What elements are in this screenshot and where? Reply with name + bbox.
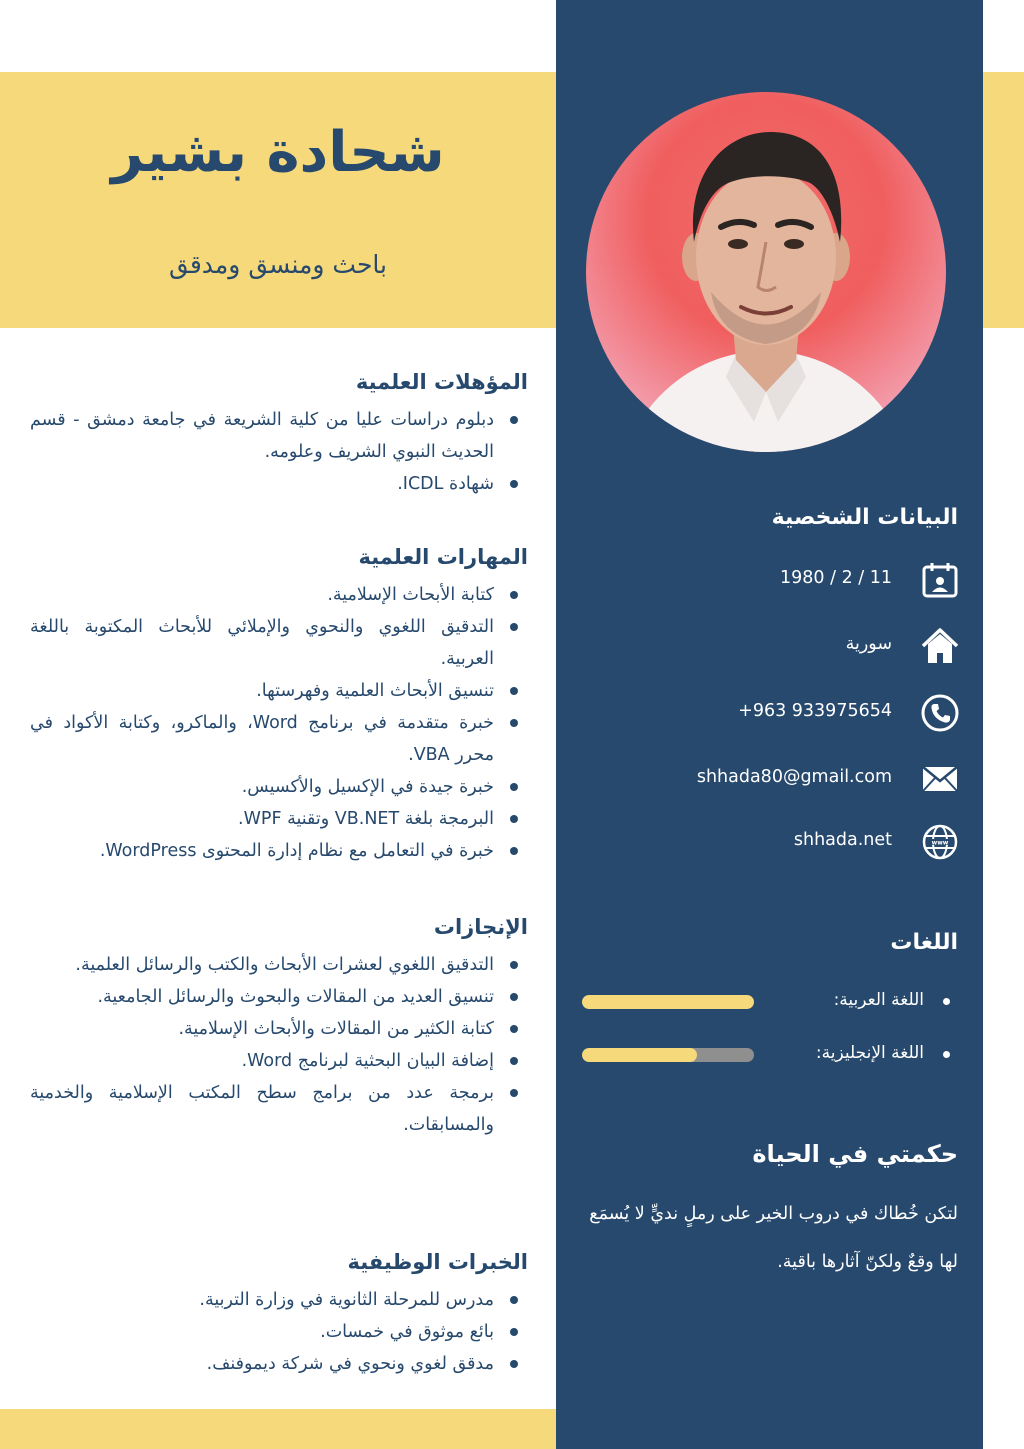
mail-icon xyxy=(920,759,960,799)
birthdate-row xyxy=(600,560,960,600)
footer-band xyxy=(0,1409,556,1449)
svg-text:www: www xyxy=(931,839,949,847)
list-item: خبرة في التعامل مع نظام إدارة المحتوى WordPress. xyxy=(30,835,528,867)
list-item: شهادة ICDL. xyxy=(30,468,528,500)
language-english xyxy=(580,1040,960,1070)
list-item: كتابة الأبحاث الإسلامية. xyxy=(30,579,528,611)
personal-data-title: البيانات الشخصية xyxy=(771,505,958,530)
wisdom-text: لتكن خُطاك في دروب الخير على رملٍ نديٍّ لا يُسمَع لها وقعٌ ولكنّ آثارها باقية. xyxy=(589,1204,958,1272)
email-row xyxy=(600,759,960,799)
section-title: المؤهلات العلمية xyxy=(355,370,528,394)
list-item: مدرس للمرحلة الثانوية في وزارة التربية. xyxy=(30,1284,528,1316)
list-item: إضافة البيان البحثية لبرنامج Word. xyxy=(30,1045,528,1077)
phone-number: +963 933975654 xyxy=(738,701,892,721)
list-item: كتابة الكثير من المقالات والأبحاث الإسلامية. xyxy=(30,1013,528,1045)
language-level-fill xyxy=(582,1048,697,1062)
list-item: تنسيق العديد من المقالات والبحوث والرسائل الجامعية. xyxy=(30,981,528,1013)
profile-photo xyxy=(586,92,946,452)
language-level-fill xyxy=(582,995,754,1009)
list-item: خبرة متقدمة في برنامج Word، والماكرو، وكتابة الأكواد في محرر VBA. xyxy=(30,707,528,771)
country-row xyxy=(600,626,960,666)
section-skills xyxy=(30,545,528,867)
experience-list xyxy=(30,1284,528,1380)
phone-row xyxy=(600,693,960,733)
skills-list xyxy=(30,579,528,867)
list-item: برمجة عدد من برامج سطح المكتب الإسلامية والخدمية والمسابقات. xyxy=(30,1077,528,1141)
list-item: التدقيق اللغوي لعشرات الأبحاث والكتب والرسائل العلمية. xyxy=(30,949,528,981)
section-title: المهارات العلمية xyxy=(358,545,528,569)
globe-icon xyxy=(920,822,960,862)
list-item: مدقق لغوي ونحوي في شركة ديموفنف. xyxy=(30,1348,528,1380)
email-address[interactable]: shhada80@gmail.com xyxy=(696,767,892,787)
qualifications-list xyxy=(30,404,528,500)
languages-title: اللغات xyxy=(890,930,958,955)
website-link[interactable]: shhada.net xyxy=(793,830,892,850)
section-qualifications xyxy=(30,370,528,500)
list-item: خبرة جيدة في الإكسيل والأكسيس. xyxy=(30,771,528,803)
bullet xyxy=(943,1051,950,1058)
section-title: الخبرات الوظيفية xyxy=(347,1250,528,1274)
section-experience xyxy=(30,1250,528,1380)
language-label: اللغة العربية: xyxy=(833,990,924,1010)
language-level-bar xyxy=(582,995,754,1009)
section-achievements xyxy=(30,915,528,1141)
achievements-list xyxy=(30,949,528,1141)
list-item: التدقيق اللغوي والنحوي والإملائي للأبحاث المكتوبة باللغة العربية. xyxy=(30,611,528,675)
language-level-bar xyxy=(582,1048,754,1062)
list-item: دبلوم دراسات عليا من كلية الشريعة في جامعة دمشق - قسم الحديث النبوي الشريف وعلومه. xyxy=(30,404,528,468)
bullet xyxy=(943,998,950,1005)
country: سورية xyxy=(845,634,892,654)
language-label: اللغة الإنجليزية: xyxy=(815,1043,924,1063)
list-item: بائع موثوق في خمسات. xyxy=(30,1316,528,1348)
home-icon xyxy=(920,626,960,666)
job-title: باحث ومنسق ومدقق xyxy=(168,250,388,279)
birthdate: 1980 / 2 / 11 xyxy=(780,568,892,588)
wisdom-title: حكمتي في الحياة xyxy=(752,1140,958,1168)
list-item: تنسيق الأبحاث العلمية وفهرستها. xyxy=(30,675,528,707)
person-portrait-icon xyxy=(586,92,946,452)
header-band-right xyxy=(982,72,1024,328)
header-band xyxy=(0,72,556,328)
section-title: الإنجازات xyxy=(433,915,528,939)
website-row xyxy=(600,822,960,862)
language-arabic xyxy=(580,987,960,1017)
phone-icon xyxy=(920,693,960,733)
list-item: البرمجة بلغة VB.NET وتقنية WPF. xyxy=(30,803,528,835)
calendar-icon xyxy=(920,560,960,600)
person-name: شحادة بشير xyxy=(111,120,445,185)
